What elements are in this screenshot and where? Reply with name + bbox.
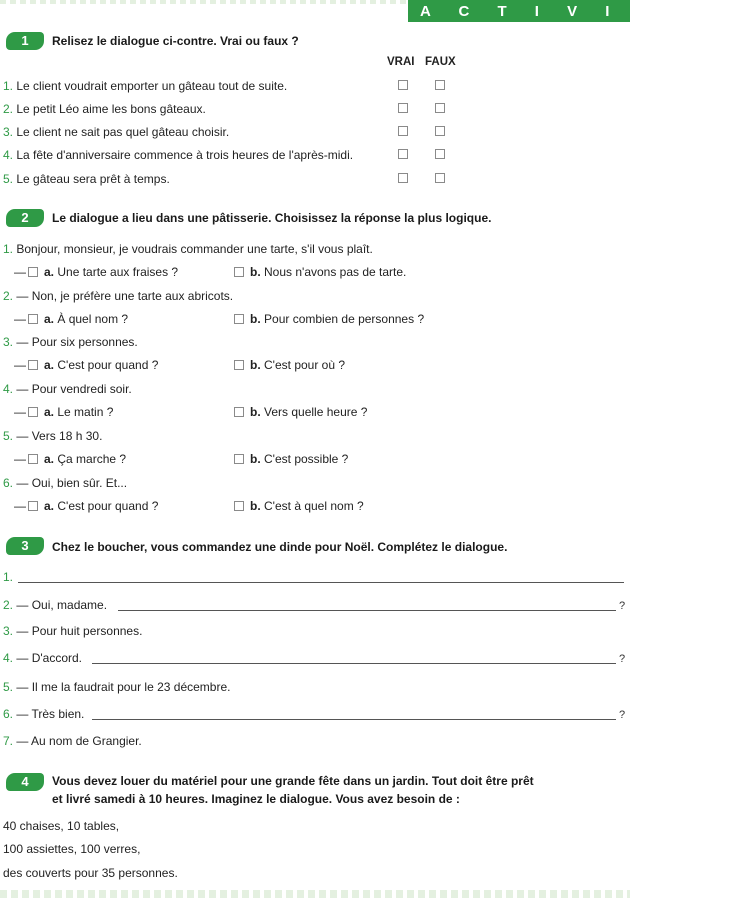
ex4-need-3: des couverts pour 35 personnes. [3,866,178,880]
exercise-4-badge: 4 [6,773,44,791]
ex1-item-2-faux-checkbox[interactable] [435,103,445,113]
ex1-item-4-vrai-checkbox[interactable] [398,149,408,159]
exercise-2-title: Le dialogue a lieu dans une pâtisserie. Choisissez la réponse la plus logique. [52,211,492,225]
checkbox-icon[interactable] [28,501,38,511]
exercise-1-title: Relisez le dialogue ci-contre. Vrai ou faux ? [52,34,299,48]
checkbox-icon[interactable] [28,360,38,370]
ex2-option-b-1[interactable]: b. Nous n'avons pas de tarte. [234,265,406,279]
ex2-prompt-4: 4. — Pour vendredi soir. [3,382,132,396]
bottom-decorative-strip [0,890,630,898]
faux-column-header: FAUX [425,56,456,68]
exercise-2-badge: 2 [6,209,44,227]
ex1-item-3-vrai-checkbox[interactable] [398,126,408,136]
ex4-need-1: 40 chaises, 10 tables, [3,819,120,833]
ex1-item-5-faux-checkbox[interactable] [435,173,445,183]
checkbox-icon[interactable] [28,314,38,324]
ex2-option-a-4[interactable]: — a. Le matin ? [14,405,114,419]
checkbox-icon[interactable] [234,360,244,370]
checkbox-icon[interactable] [234,501,244,511]
checkbox-icon[interactable] [28,407,38,417]
ex3-line-3: 3. — Pour huit personnes. [3,624,143,638]
ex2-option-a-6[interactable]: — a. C'est pour quand ? [14,499,159,513]
ex4-need-2: 100 assiettes, 100 verres, [3,842,141,856]
ex1-item-1: 1. Le client voudrait emporter un gâteau tout de suite. [3,79,288,93]
ex1-item-4-faux-checkbox[interactable] [435,149,445,159]
exercise-4-title-line-1: Vous devez louer du matériel pour une grande fête dans un jardin. Tout doit être prêt [52,774,534,788]
ex2-prompt-3: 3. — Pour six personnes. [3,335,138,349]
ex2-option-b-5[interactable]: b. C'est possible ? [234,452,348,466]
ex3-answer-line-1[interactable] [18,582,624,583]
exercise-4-title [52,772,592,808]
ex3-line-6: 6. — Très bien. [3,707,85,721]
ex3-line-7: 7. — Au nom de Grangier. [3,734,142,748]
ex2-prompt-5: 5. — Vers 18 h 30. [3,429,103,443]
checkbox-icon[interactable] [234,407,244,417]
exercise-4-title-line-2: et livré samedi à 10 heures. Imaginez le dialogue. Vous avez besoin de : [52,792,460,806]
ex2-option-b-3[interactable]: b. C'est pour où ? [234,358,345,372]
ex3-line-1: 1. [3,570,14,584]
activites-banner: A C T I V I T É S [408,0,630,22]
ex1-item-3: 3. Le client ne sait pas quel gâteau choisir. [3,125,230,139]
ex1-item-3-faux-checkbox[interactable] [435,126,445,136]
ex1-item-2-vrai-checkbox[interactable] [398,103,408,113]
exercise-1-badge: 1 [6,32,44,50]
ex3-answer-line-2[interactable] [118,610,616,611]
ex2-option-a-2[interactable]: — a. À quel nom ? [14,312,129,326]
exercise-3-badge: 3 [6,537,44,555]
ex3-question-mark-6: ? [619,709,626,721]
ex2-option-b-4[interactable]: b. Vers quelle heure ? [234,405,367,419]
ex2-prompt-6: 6. — Oui, bien sûr. Et... [3,476,128,490]
ex2-option-b-2[interactable]: b. Pour combien de personnes ? [234,312,424,326]
ex3-line-4: 4. — D'accord. [3,651,83,665]
ex1-item-4: 4. La fête d'anniversaire commence à trois heures de l'après-midi. [3,148,354,162]
ex3-answer-line-6[interactable] [92,719,616,720]
ex2-prompt-2: 2. — Non, je préfère une tarte aux abricots. [3,289,234,303]
ex1-item-1-vrai-checkbox[interactable] [398,80,408,90]
ex3-answer-line-4[interactable] [92,663,616,664]
ex2-option-b-6[interactable]: b. C'est à quel nom ? [234,499,364,513]
ex3-line-5: 5. — Il me la faudrait pour le 23 décembre. [3,680,231,694]
ex1-item-5: 5. Le gâteau sera prêt à temps. [3,172,170,186]
ex3-question-mark-2: ? [619,600,626,612]
ex3-line-2: 2. — Oui, madame. [3,598,108,612]
checkbox-icon[interactable] [234,454,244,464]
ex1-item-5-vrai-checkbox[interactable] [398,173,408,183]
ex2-prompt-1: 1. Bonjour, monsieur, je voudrais commander une tarte, s'il vous plaît. [3,242,373,256]
ex2-option-a-3[interactable]: — a. C'est pour quand ? [14,358,159,372]
ex1-item-2: 2. Le petit Léo aime les bons gâteaux. [3,102,206,116]
checkbox-icon[interactable] [234,267,244,277]
ex2-option-a-1[interactable]: — a. Une tarte aux fraises ? [14,265,179,279]
ex3-question-mark-4: ? [619,653,626,665]
exercise-3-title: Chez le boucher, vous commandez une dinde pour Noël. Complétez le dialogue. [52,540,508,554]
vrai-column-header: VRAI [387,56,415,68]
checkbox-icon[interactable] [234,314,244,324]
ex2-option-a-5[interactable]: — a. Ça marche ? [14,452,127,466]
checkbox-icon[interactable] [28,267,38,277]
ex1-item-1-faux-checkbox[interactable] [435,80,445,90]
checkbox-icon[interactable] [28,454,38,464]
